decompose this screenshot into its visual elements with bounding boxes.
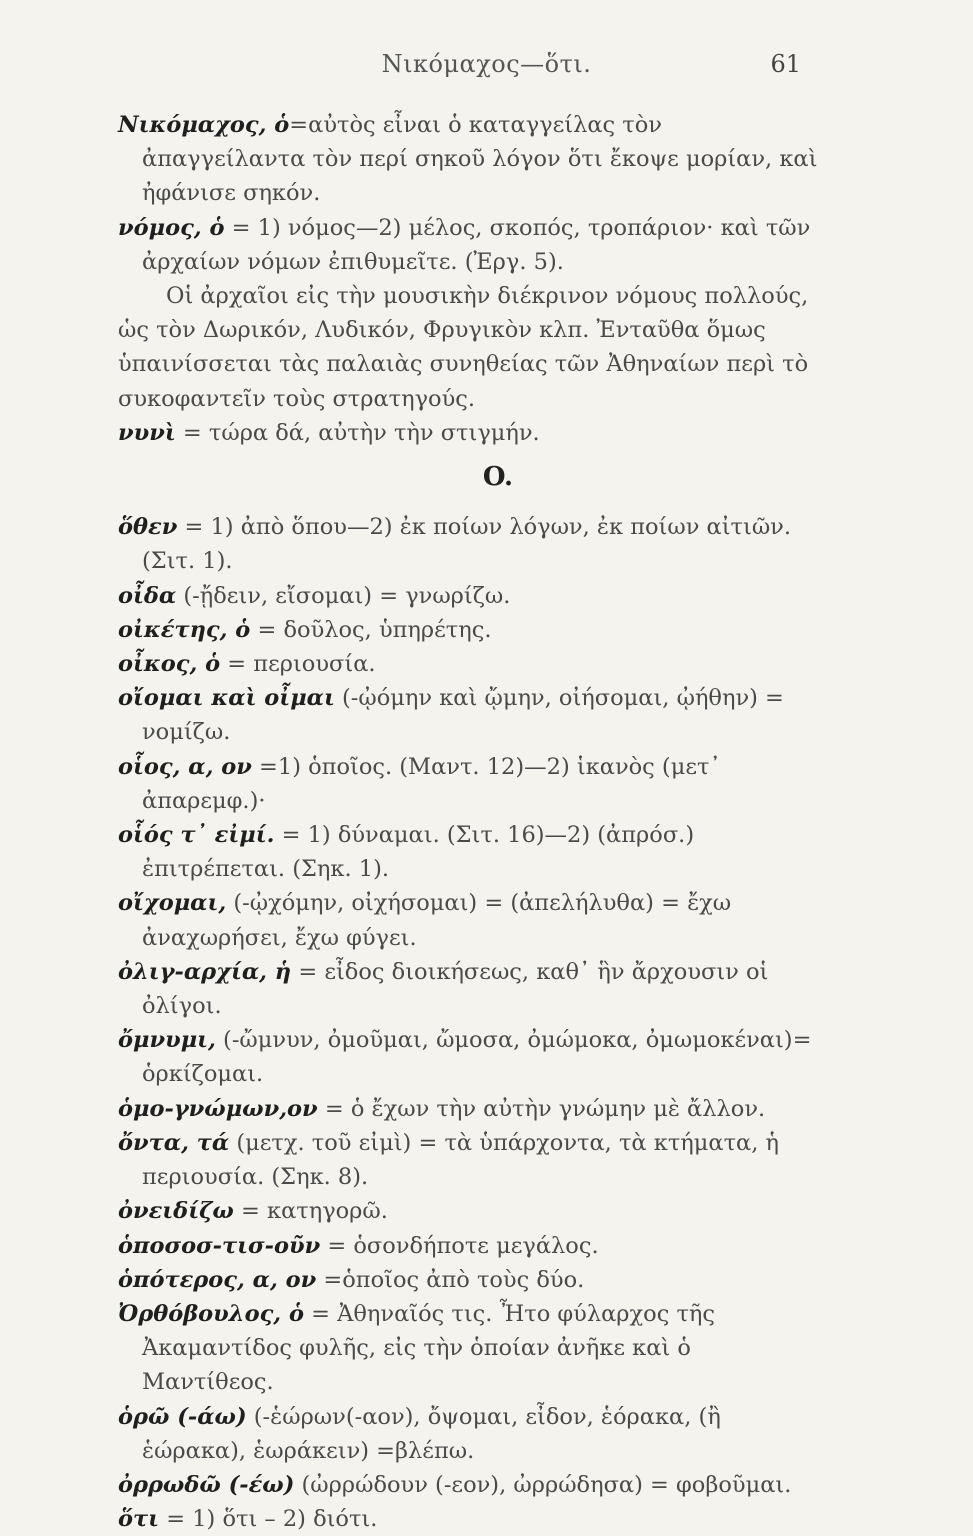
definition: = περιουσία. xyxy=(227,651,376,678)
dictionary-entry xyxy=(118,1263,818,1297)
definition: =αὐτὸς εἶναι ὁ καταγγείλας τὸν ἀπαγγείλαντα τὸν περί σηκοῦ λόγον ὅτι ἔκοψε μορίαν, καὶ ἠφάνισε σηκόν. xyxy=(142,112,818,207)
definition: (ὠρρώδουν (-εον), ὠρρώδησα) = φοβοῦμαι. xyxy=(301,1471,792,1498)
headword: Ὀρθόβουλος, ὁ xyxy=(118,1300,304,1327)
definition: (-ᾔδειν, εἴσομαι) = γνωρίζω. xyxy=(183,582,511,609)
dictionary-entry xyxy=(118,1502,818,1536)
page-number: 61 xyxy=(770,50,801,78)
running-head xyxy=(0,50,973,90)
definition: (μετχ. τοῦ εἰμὶ) = τὰ ὑπάρχοντα, τὰ κτήματα, ἡ περιουσία. (Σηκ. 8). xyxy=(142,1129,779,1191)
dictionary-entry xyxy=(118,108,818,211)
dictionary-entry xyxy=(118,1194,818,1228)
definition: = 1) ὅτι – 2) διότι. xyxy=(166,1506,378,1533)
dictionary-entry xyxy=(118,647,818,681)
headword: οἴχομαι, xyxy=(118,890,227,917)
entry-list xyxy=(118,510,818,1536)
dictionary-entry xyxy=(118,416,818,450)
headword: οἷός τ᾽ εἰμί. xyxy=(118,822,275,849)
definition: = 1) νόμος—2) μέλος, σκοπός, τροπάριον· καὶ τῶν ἀρχαίων νόμων ἐπιθυμεῖτε. (Ἐργ. 5). xyxy=(142,214,811,275)
definition: (-ᾠχόμην, οἰχήσομαι) = (ἀπελήλυθα) = ἔχω ἀναχωρήσει, ἔχω φύγει. xyxy=(142,890,732,951)
headword: ὁρῶ (-άω) xyxy=(118,1403,247,1430)
dictionary-entry xyxy=(118,1468,818,1502)
definition: = ὁ ἔχων τὴν αὐτὴν γνώμην μὲ ἄλλον. xyxy=(324,1095,766,1122)
dictionary-entry xyxy=(118,1092,818,1126)
headword: οἰκέτης, ὁ xyxy=(118,616,251,643)
definition: = ὁσονδήποτε μεγάλος. xyxy=(327,1232,599,1259)
definition: = 1) δύναμαι. (Σιτ. 16)—2) (ἀπρόσ.) ἐπιτρέπεται. (Σηκ. 1). xyxy=(142,822,695,883)
dictionary-entry xyxy=(118,1126,818,1194)
definition: = τώρα δά, αὐτὴν τὴν στιγμήν. xyxy=(182,419,540,446)
headword: ὁποσοσ-τισ-οῦν xyxy=(118,1232,321,1259)
definition: =1) ὁποῖος. (Μαντ. 12)—2) ἱκανὸς (μετ᾽ ἀπαρεμφ.)· xyxy=(142,753,721,814)
headword: οἶδα xyxy=(118,582,177,609)
definition: (-ὤμνυν, ὀμοῦμαι, ὤμοσα, ὀμώμοκα, ὀμωμοκέναι)= ὁρκίζομαι. xyxy=(142,1027,812,1088)
headword: ὅθεν xyxy=(118,514,178,541)
dictionary-entry xyxy=(118,1023,818,1091)
dictionary-entry xyxy=(118,1229,818,1263)
definition: = δοῦλος, ὑπηρέτης. xyxy=(257,616,492,643)
headword: νυνὶ xyxy=(118,419,176,446)
running-title: Νικόμαχος—ὅτι. xyxy=(381,50,592,78)
section-letter: O. xyxy=(482,462,514,493)
dictionary-column xyxy=(118,108,818,1536)
dictionary-entry xyxy=(118,750,818,818)
headword: νόμος, ὁ xyxy=(118,214,225,241)
explanatory-note: Οἱ ἀρχαῖοι εἰς τὴν μουσικὴν διέκρινον νόμους πολλούς, ὡς τὸν Δωρικόν, Λυδικόν, Φρυγικὸν κλπ. Ἐνταῦθα ὅμως ὑπαινίσσεται τὰς παλαιὰς συνηθείας τῶν Ἀθηναίων περὶ τὸ συκοφαντεῖν τοὺς στρατηγούς. xyxy=(118,283,809,412)
dictionary-entry xyxy=(118,579,818,613)
headword: ὁμο-γνώμων,ον xyxy=(118,1095,318,1122)
headword: ὀρρωδῶ (-έω) xyxy=(118,1471,295,1498)
headword: οἷος, α, ον xyxy=(118,753,252,780)
definition: = 1) ἀπὸ ὅπου—2) ἐκ ποίων λόγων, ἐκ ποίων αἰτιῶν. (Σιτ. 1). xyxy=(142,514,791,575)
dictionary-entry xyxy=(118,1400,818,1468)
headword: ὄντα, τά xyxy=(118,1129,230,1156)
definition: = κατηγορῶ. xyxy=(241,1198,388,1225)
headword: ὀλιγ-αρχία, ἡ xyxy=(118,958,292,985)
headword: ὀνειδίζω xyxy=(118,1198,234,1225)
dictionary-entry xyxy=(118,818,818,886)
headword: οἶκος, ὁ xyxy=(118,651,221,678)
headword: οἴομαι καὶ οἶμαι xyxy=(118,685,335,712)
headword: ὁπότερος, α, ον xyxy=(118,1266,317,1293)
headword: ὄμνυμι, xyxy=(118,1027,216,1054)
headword: Νικόμαχος, ὁ xyxy=(118,112,290,138)
definition: = εἶδος διοικήσεως, καθ᾽ ἣν ἄρχουσιν οἱ ὀλίγοι. xyxy=(142,958,769,1020)
dictionary-entry xyxy=(118,681,818,749)
definition: (-ᾠόμην καὶ ᾤμην, οἰήσομαι, ᾠήθην) = νομίζω. xyxy=(142,685,784,746)
definition: (-ἑώρων(-αον), ὄψομαι, εἶδον, ἑόρακα, (ἢ ἑώρακα), ἑωράκειν) =βλέπω. xyxy=(142,1403,721,1464)
dictionary-entry xyxy=(118,211,818,279)
definition: =ὁποῖος ἀπὸ τοὺς δύο. xyxy=(323,1266,585,1293)
dictionary-entry xyxy=(118,613,818,647)
dictionary-entry xyxy=(118,955,818,1023)
definition: = Ἀθηναῖός τις. Ἦτο φύλαρχος τῆς Ἀκαμαντίδος φυλῆς, εἰς τὴν ὁποίαν ἀνῆκε καὶ ὁ Μαντίθεος. xyxy=(142,1300,715,1396)
dictionary-entry xyxy=(118,510,818,578)
dictionary-entry xyxy=(118,886,818,954)
headword: ὅτι xyxy=(118,1506,160,1533)
dictionary-entry xyxy=(118,1297,818,1400)
